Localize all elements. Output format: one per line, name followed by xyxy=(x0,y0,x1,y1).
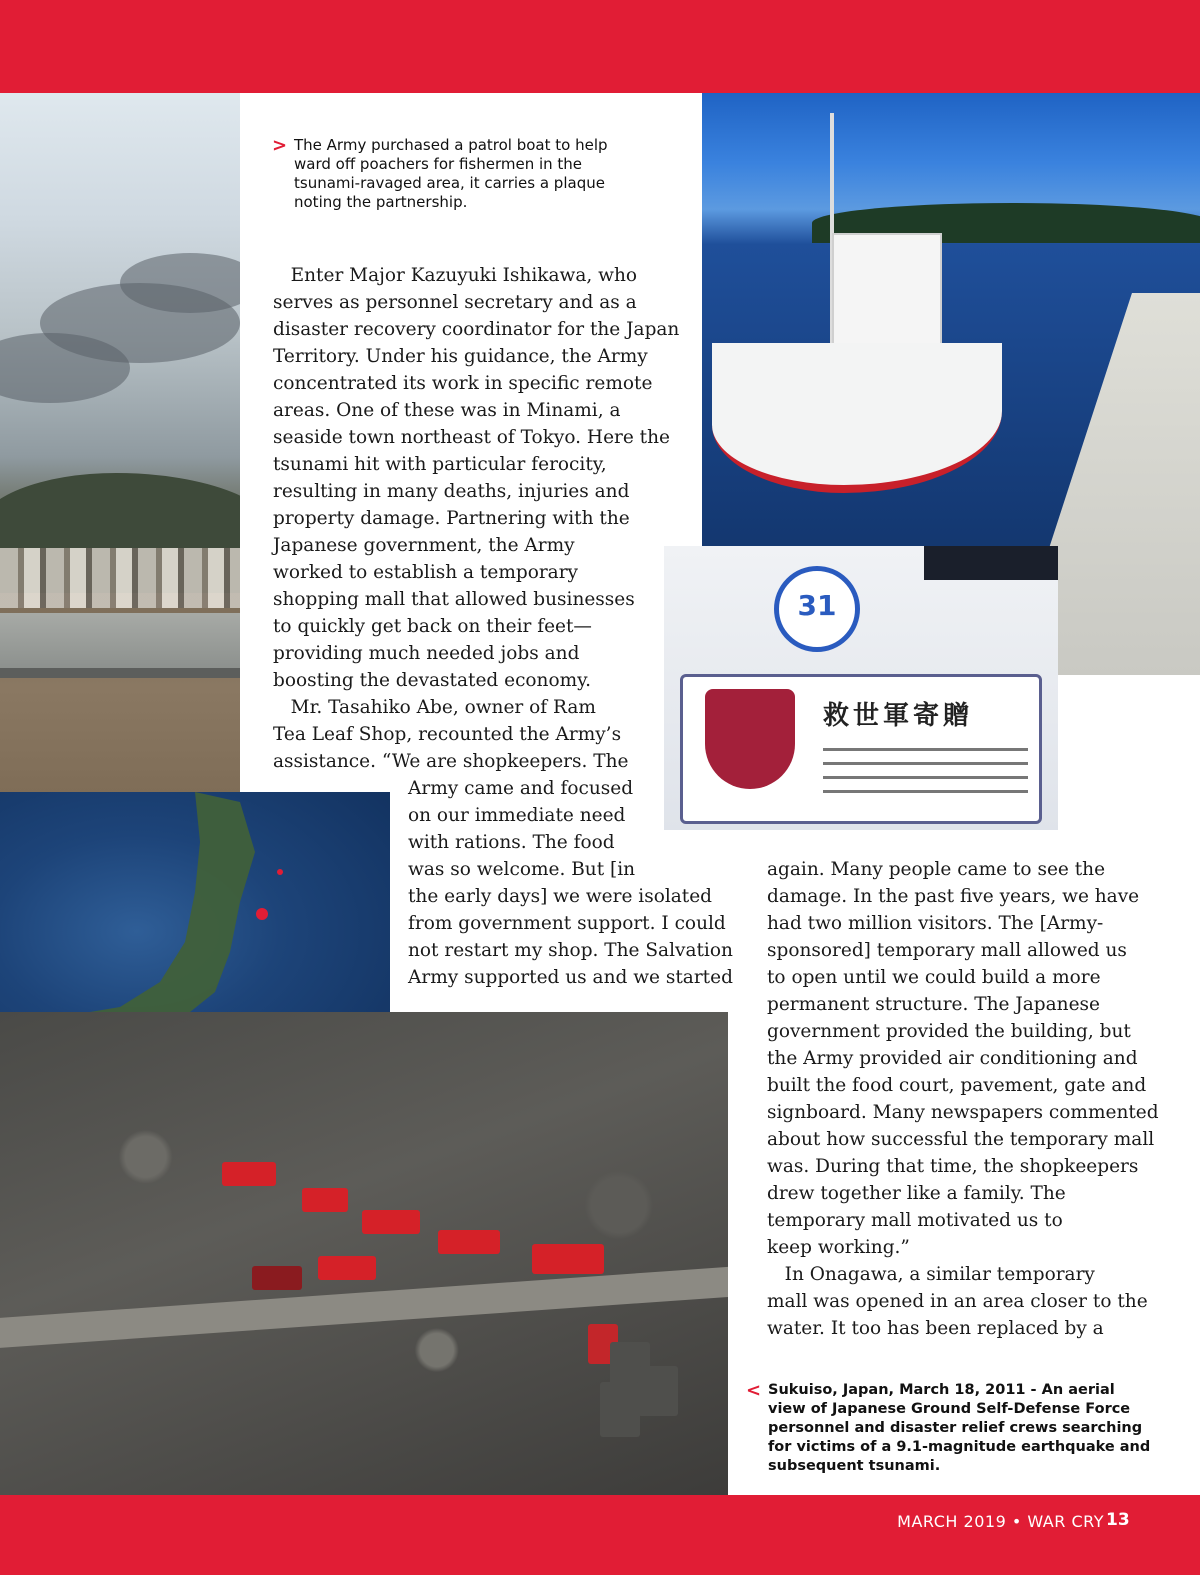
number-badge xyxy=(774,566,860,652)
top-color-band xyxy=(0,0,1200,93)
boat-photo-caption: The Army purchased a patrol boat to help ward off poachers for fishermen in the tsunami-ravaged area, it carries a plaque noting the partnership. xyxy=(294,136,608,211)
landscape-photo xyxy=(0,93,240,793)
article-column-right: again. Many people came to see the damage. In the past five years, we have had two million visitors. The [Army- sponsored] temporary mall allowed us to open until we could build a more permanent structure. The Japanese government provided the building, but the Army provided air conditioning and built the food court, pavement, gate and signboard. Many newspapers commented about how successful the temporary mall was. During that time, the shopkeepers drew together like a family. The temporary mall motivated us to keep working.” In Onagawa, a similar temporary mall was opened in an area closer to the water. It too has been replaced by a xyxy=(767,859,1159,1339)
page-number: 13 xyxy=(1106,1510,1130,1530)
badge-number: 31 xyxy=(797,589,837,622)
article-column-left: Enter Major Kazuyuki Ishikawa, who serves as personnel secretary and as a disaster recovery coordinator for the Japan Territory. Under his guidance, the Army concentrated its work in specific remote areas. One of these was in Minami, a seaside town northeast of Tokyo. Here the tsunami hit with particular ferocity, resulting in many deaths, injuries and property damage. Partnering with the Japanese government, the Army worked to establish a temporary shopping mall that allowed businesses to quickly get back on their feet— providing much needed jobs and boosting the devastated economy. Mr. Tasahiko Abe, owner of Ram Tea Leaf Shop, recounted the Army’s assistance. “We are shopkeepers. The xyxy=(273,265,680,772)
donation-plaque xyxy=(680,674,1042,824)
plaque-title: 救世軍寄贈 xyxy=(823,701,974,731)
aerial-photo-caption: Sukuiso, Japan, March 18, 2011 - An aerial view of Japanese Ground Self-Defense Force personnel and disaster relief crews searching for victims of a 9.1-magnitude earthquake and subsequent tsunami. xyxy=(768,1382,1151,1474)
caption-marker-right-icon: > xyxy=(272,135,288,156)
bottom-color-band xyxy=(0,1495,1200,1575)
article-column-middle: Army came and focused on our immediate need with rations. The food was so welcome. But [in the early days] we were isolated from government support. I could not restart my shop. The Salvation Army supported us and we started xyxy=(408,778,733,988)
issue-footer: MARCH 2019 • WAR CRY xyxy=(897,1512,1104,1531)
aerial-disaster-photo xyxy=(0,1012,728,1495)
salvation-army-shield-icon xyxy=(705,689,795,789)
caption-marker-left-icon: < xyxy=(746,1380,762,1401)
